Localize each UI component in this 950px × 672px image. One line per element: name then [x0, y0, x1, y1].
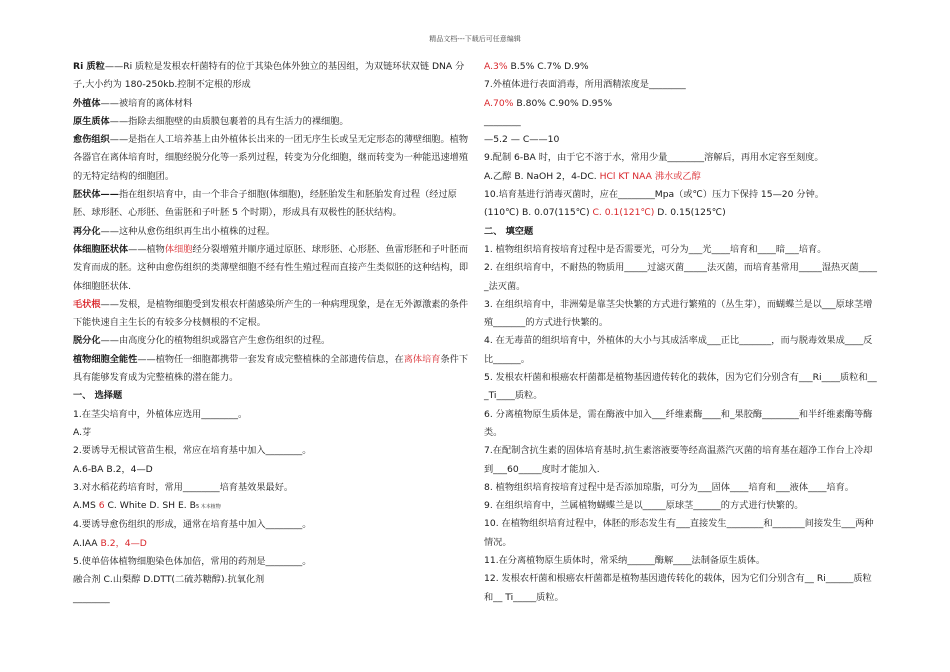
left-paragraph: [73, 113, 471, 131]
left-paragraph: [73, 186, 471, 223]
text-run: 1.在茎尖培育中，外植体应选用________。: [73, 408, 248, 420]
text-run: ________: [484, 115, 521, 127]
right-paragraph: [484, 406, 879, 443]
text-run: 条件下具有能够发育成为完整植株的潜在能力。: [73, 353, 469, 384]
right-paragraph: [484, 515, 879, 552]
text-run: 植物细胞全能性: [73, 353, 138, 365]
left-paragraph: [73, 351, 471, 388]
text-run: 4. 在无毒苗的组织培育中，外植体的大小与其成活率成___正比_______，而与脱毒效果成____反比______。: [484, 335, 873, 365]
right-paragraph: [484, 149, 879, 167]
text-run: 1. 植物组织培育按培育过程中是否需要光，可分为___光____培育和____暗___培育。: [484, 243, 827, 255]
text-run: B.2，4—D: [100, 537, 147, 549]
left-column: [73, 58, 471, 608]
right-paragraph: [484, 223, 879, 241]
text-run: HCl KT NAA 沸水或乙醇: [599, 170, 701, 182]
text-run: 7.外植体进行表面消毒，所用酒精浓度是________: [484, 79, 686, 91]
text-run: B.5% C.7% D.9%: [507, 61, 589, 72]
text-run: 胚状体——: [73, 189, 119, 201]
text-run: ——植物: [128, 243, 165, 255]
text-run: ——由高度分化的植物组织或器官产生愈伤组织的过程。: [100, 335, 331, 347]
left-paragraph: [73, 424, 471, 442]
text-run: —5.2 — C——10: [484, 134, 560, 146]
left-paragraph: [73, 516, 471, 534]
left-paragraph: [73, 590, 471, 608]
text-run: A.3%: [484, 61, 508, 72]
text-run: 3. 在组织培育中，非洲菊是靠茎尖快繁的方式进行繁殖的（丛生芽），而蝴蝶兰是以___原球茎增殖_______的方式进行快繁的。: [484, 298, 873, 329]
text-run: 融合剂 C.山梨醇 D.DTT(二硫苏糖醇).抗氧化剂: [73, 574, 265, 586]
right-paragraph: [484, 131, 879, 149]
text-run: A.乙醇 B. NaOH 2，4-DC.: [484, 170, 600, 182]
right-paragraph: [484, 186, 879, 204]
text-run: 8. 植物组织培育按培育过程中是否添加琼脂，可分为___固体____培育和___液体____培育。: [484, 481, 854, 493]
right-paragraph: [484, 95, 879, 113]
left-paragraph: [73, 553, 471, 571]
text-run: 12. 发根农杆菌和根癌农杆菌都是植物基因遗传转化的载体，因为它们分别含有__ Ri______质粒和__ Ti_____质粒。: [484, 573, 872, 603]
right-paragraph: [484, 479, 879, 497]
text-run: 体细胞: [164, 243, 193, 255]
text-run: 外植体: [73, 97, 101, 109]
text-run: 6. 分离植物原生质体是，需在酶液中加入___纤维素酶____和_果胶酶________和半纤维素酶等酶类。: [484, 408, 873, 438]
left-paragraph: [73, 406, 471, 424]
text-run: A.IAA: [73, 537, 101, 549]
text-run: 11.在分离植物原生质体时，常采纳______酶解____法制备原生质体。: [484, 555, 766, 567]
right-paragraph: [484, 204, 879, 222]
right-column: [484, 58, 879, 607]
text-run: B.80% C.90% D.95%: [513, 97, 613, 109]
left-paragraph: [73, 497, 471, 516]
right-paragraph: [484, 369, 879, 406]
text-run: ——这种从愈伤组织再生出小植株的过程。: [100, 225, 276, 237]
text-run: ——Ri 质粒是发根农杆菌特有的位于其染色体外独立的基因组，为双链环状双链 DNA 分子,大小约为 180-250kb.控制不定根的形成: [73, 61, 465, 91]
right-paragraph: [484, 58, 879, 76]
right-paragraph: [484, 113, 879, 131]
left-paragraph: [73, 95, 471, 113]
text-run: 9. 在组织培育中，兰属植物蝴蝶兰是以_____原球茎______的方式进行快繁的。: [484, 500, 804, 512]
text-run: C. White D. SH E. B: [104, 500, 196, 512]
right-paragraph: [484, 241, 879, 259]
left-paragraph: [73, 442, 471, 460]
page-header: 精品文档---下载后可任意编辑: [429, 35, 521, 43]
text-run: 脱分化: [73, 335, 101, 347]
text-run: 5. 发根农杆菌和根癌农杆菌都是植物基因遗传转化的载体，因为它们分别含有___Ri____质粒和___Ti____质粒。: [484, 372, 877, 402]
text-run: 4.要诱导愈伤组织的形成，通常在培育基中加入________。: [73, 519, 312, 531]
text-run: 再分化: [73, 225, 101, 237]
text-run: 毛状根: [73, 298, 101, 310]
left-paragraph: [73, 535, 471, 553]
text-run: 10. 在植物组织培育过程中，体胚的形态发生有___直接发生________和_______间接发生___两种情况。: [484, 518, 874, 548]
text-run: ——被培育的离体材料: [100, 97, 193, 109]
left-paragraph: [73, 241, 471, 296]
text-run: 指在组织培育中，由一个非合子细胞(体细胞)，经胚胎发生和胚胎发育过程（经过原胚、球形胚、心形胚、鱼雷胚和子叶胚 5 个时期），形成具有双极性的胚状结构。: [73, 189, 457, 219]
text-run: A.70%: [484, 97, 514, 109]
right-paragraph: [484, 552, 879, 570]
text-run: 7.在配制含抗生素的固体培育基时,抗生素溶液要等经高温蒸汽灭菌的培育基在超净工作台上冷却到___60_____度时才能加入.: [484, 445, 873, 475]
right-paragraph: [484, 296, 879, 333]
text-run: 2. 在组织培育中，不耐热的物质用_____过滤灭菌_____法灭菌，而培育基常用_____湿热灭菌_____法灭菌。: [484, 262, 877, 292]
text-run: 体细胞胚状体: [73, 243, 129, 255]
text-run: 2.要诱导无根试管苗生根，常应在培育基中加入________。: [73, 445, 312, 457]
text-run: 经分裂增殖并顺序通过原胚、球形胚、心形胚、鱼雷形胚和子叶胚而发育而成的胚。这种由愈伤组织的类薄壁细胞不经有性生殖过程而直接产生类似胚的这种结构，即体细胞胚状体.: [73, 243, 469, 292]
right-paragraph: [484, 497, 879, 515]
left-paragraph: [73, 296, 471, 333]
text-run: 原生质体: [73, 115, 110, 127]
text-run: 离体培育: [403, 353, 441, 365]
text-run: 愈伤组织: [73, 134, 110, 146]
text-run: ——指除去细胞壁的由质膜包裹着的具有生活力的裸细胞。: [109, 115, 349, 127]
left-paragraph: [73, 131, 471, 186]
right-paragraph: [484, 570, 879, 607]
right-paragraph: [484, 76, 879, 94]
text-run: 一、 选择题: [73, 390, 123, 402]
text-run: 二、 填空题: [484, 225, 534, 237]
right-paragraph: [484, 442, 879, 479]
text-run: 6: [98, 500, 105, 512]
left-paragraph: [73, 479, 471, 497]
left-paragraph: [73, 332, 471, 350]
text-run: ——发根，是植物细胞受到发根农杆菌感染所产生的一种病理现象，是在无外源激素的条件下能快速自主生长的有较多分枝侧根的不定根。: [73, 298, 469, 329]
text-run: 5 木本植物: [195, 504, 221, 511]
text-run: D. 0.15(125℃): [654, 207, 726, 219]
text-run: (110℃) B. 0.07(115℃): [484, 207, 593, 219]
text-run: A.6-BA B.2，4—D: [73, 463, 153, 475]
text-run: ——植物任一细胞都携带一套发育成完整植株的全部遗传信息，在: [137, 353, 404, 365]
right-paragraph: [484, 259, 879, 296]
text-run: 9.配制 6-BA 时，由于它不溶于水，常用少量________溶解后，再用水定容至刻度。: [484, 152, 824, 164]
text-run: ——是指在人工培养基上由外植体长出来的一团无序生长或呈无定形态的薄壁细胞。植物各器官在离体培育时，细胞经脱分化等一系列过程，转变为分化细胞，继而转变为一种能迅速增殖的无特定结构的细胞团。: [73, 134, 469, 182]
text-run: 10.培育基进行消毒灭菌时，应在________Mpa（或℃）压力下保持 15—20 分钟。: [484, 189, 824, 201]
text-run: 3.对水稻花药培育时，常用________培育基效果最好。: [73, 481, 294, 493]
text-run: 5.使单倍体植物细胞染色体加倍，常用的药剂是________。: [73, 556, 312, 568]
text-run: Ri 质粒: [73, 61, 105, 72]
right-paragraph: [484, 332, 879, 369]
text-run: A.MS: [73, 500, 99, 512]
text-run: A.芽: [73, 426, 92, 438]
left-paragraph: [73, 223, 471, 241]
left-paragraph: [73, 387, 471, 405]
right-paragraph: [484, 168, 879, 186]
text-run: C. 0.1(121℃): [592, 207, 655, 219]
text-run: ________: [73, 592, 110, 604]
left-paragraph: [73, 461, 471, 479]
left-paragraph: [73, 571, 471, 589]
left-paragraph: [73, 58, 471, 95]
